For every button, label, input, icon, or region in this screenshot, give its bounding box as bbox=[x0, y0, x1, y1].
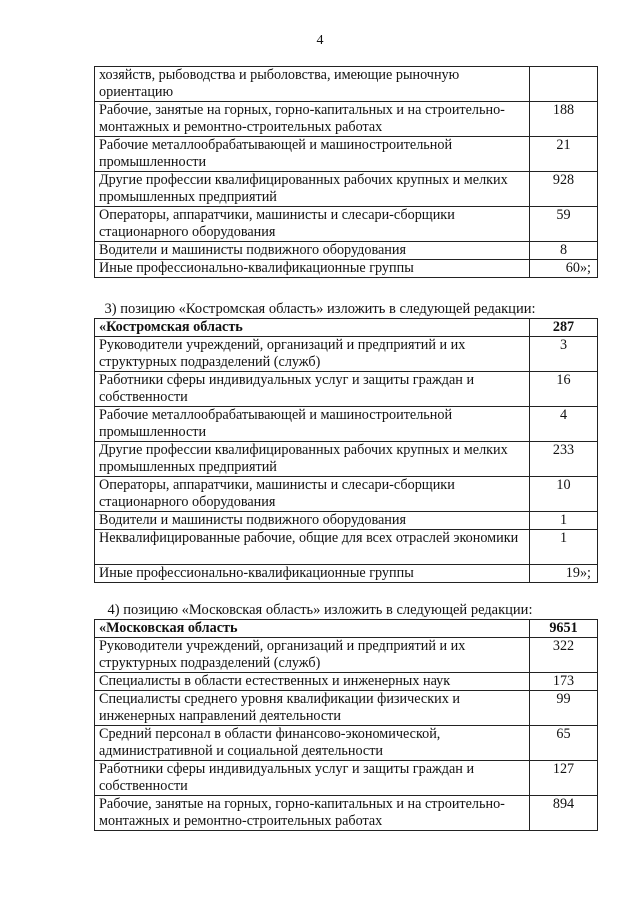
region-total: 287 bbox=[530, 319, 598, 337]
table-row bbox=[95, 372, 598, 407]
table-header-row bbox=[95, 620, 598, 638]
row-label: Специалисты в области естественных и инженерных наук bbox=[95, 673, 530, 691]
row-label: Рабочие металлообрабатывающей и машиностроительной промышленности bbox=[95, 407, 530, 442]
row-value bbox=[530, 67, 598, 102]
row-value: 1 bbox=[530, 530, 598, 565]
row-value: 60»; bbox=[530, 260, 598, 278]
row-label: Руководители учреждений, организаций и предприятий и их структурных подразделений (служб) bbox=[95, 638, 530, 673]
row-value: 1 bbox=[530, 512, 598, 530]
row-label: хозяйств, рыбоводства и рыболовства, имеющие рыночную ориентацию bbox=[95, 67, 530, 102]
row-label: Рабочие, занятые на горных, горно-капитальных и на строительно-монтажных и ремонтно-строительных работах bbox=[95, 102, 530, 137]
table-row bbox=[95, 260, 598, 278]
table-header-row bbox=[95, 319, 598, 337]
table-moscow-region bbox=[94, 619, 598, 831]
row-value: 233 bbox=[530, 442, 598, 477]
table-row bbox=[95, 530, 598, 565]
table-row bbox=[95, 673, 598, 691]
table-row bbox=[95, 172, 598, 207]
page-number: 4 bbox=[316, 33, 324, 48]
row-value: 4 bbox=[530, 407, 598, 442]
row-value: 322 bbox=[530, 638, 598, 673]
row-value: 127 bbox=[530, 761, 598, 796]
table-row bbox=[95, 638, 598, 673]
row-label: Работники сферы индивидуальных услуг и защиты граждан и собственности bbox=[95, 372, 530, 407]
table-row bbox=[95, 207, 598, 242]
table-row bbox=[95, 407, 598, 442]
row-value: 65 bbox=[530, 726, 598, 761]
row-label: Водители и машинисты подвижного оборудования bbox=[95, 512, 530, 530]
row-value: 19»; bbox=[530, 565, 598, 583]
row-label: Неквалифицированные рабочие, общие для всех отраслей экономики bbox=[95, 530, 530, 565]
table-row bbox=[95, 691, 598, 726]
row-label: Операторы, аппаратчики, машинисты и слесари-сборщики стационарного оборудования bbox=[95, 477, 530, 512]
row-label: Операторы, аппаратчики, машинисты и слесари-сборщики стационарного оборудования bbox=[95, 207, 530, 242]
row-value: 188 bbox=[530, 102, 598, 137]
row-label: Другие профессии квалифицированных рабочих крупных и мелких промышленных предприятий bbox=[95, 442, 530, 477]
table-row bbox=[95, 102, 598, 137]
table-row bbox=[95, 242, 598, 260]
region-name: «Московская область bbox=[95, 620, 530, 638]
table-row bbox=[95, 442, 598, 477]
row-value: 173 bbox=[530, 673, 598, 691]
region-total: 9651 bbox=[530, 620, 598, 638]
table-row bbox=[95, 796, 598, 831]
row-label: Рабочие металлообрабатывающей и машиностроительной промышленности bbox=[95, 137, 530, 172]
row-value: 16 bbox=[530, 372, 598, 407]
table-kostroma-region bbox=[94, 318, 598, 583]
table-row bbox=[95, 512, 598, 530]
row-value: 3 bbox=[530, 337, 598, 372]
region-name: «Костромская область bbox=[95, 319, 530, 337]
row-label: Иные профессионально-квалификационные группы bbox=[95, 260, 530, 278]
amendment-paragraph-4: 4) позицию «Московская область» изложить в следующей редакции: bbox=[107, 602, 533, 618]
row-label: Специалисты среднего уровня квалификации физических и инженерных направлений деятельности bbox=[95, 691, 530, 726]
table-row bbox=[95, 477, 598, 512]
row-value: 99 bbox=[530, 691, 598, 726]
row-value: 21 bbox=[530, 137, 598, 172]
table-row bbox=[95, 67, 598, 102]
row-label: Работники сферы индивидуальных услуг и защиты граждан и собственности bbox=[95, 761, 530, 796]
table-row bbox=[95, 726, 598, 761]
row-value: 10 bbox=[530, 477, 598, 512]
row-label: Водители и машинисты подвижного оборудования bbox=[95, 242, 530, 260]
table-row bbox=[95, 761, 598, 796]
table-row bbox=[95, 565, 598, 583]
table-row bbox=[95, 137, 598, 172]
table-occupations-previous bbox=[94, 66, 598, 278]
row-label: Рабочие, занятые на горных, горно-капитальных и на строительно-монтажных и ремонтно-строительных работах bbox=[95, 796, 530, 831]
row-label: Руководители учреждений, организаций и предприятий и их структурных подразделений (служб) bbox=[95, 337, 530, 372]
row-label: Другие профессии квалифицированных рабочих крупных и мелких промышленных предприятий bbox=[95, 172, 530, 207]
row-value: 894 bbox=[530, 796, 598, 831]
amendment-paragraph-3: 3) позицию «Костромская область» изложить в следующей редакции: bbox=[104, 301, 536, 317]
row-label: Иные профессионально-квалификационные группы bbox=[95, 565, 530, 583]
row-value: 59 bbox=[530, 207, 598, 242]
table-row bbox=[95, 337, 598, 372]
row-label: Средний персонал в области финансово-экономической, административной и социальной деятельности bbox=[95, 726, 530, 761]
row-value: 8 bbox=[530, 242, 598, 260]
row-value: 928 bbox=[530, 172, 598, 207]
